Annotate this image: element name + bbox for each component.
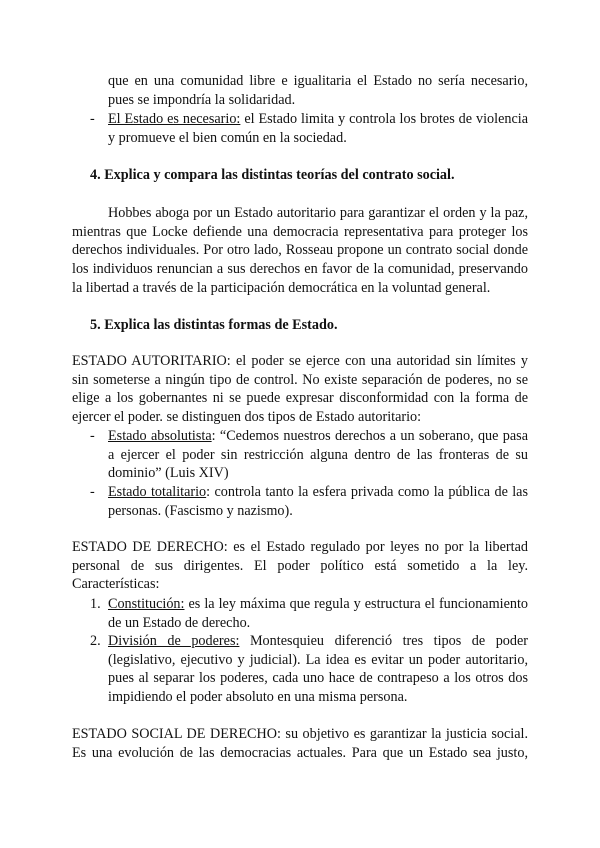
estado-autoritario-paragraph [72, 352, 528, 427]
list-item-line2: y promueve el bien común en la sociedad. [108, 129, 347, 146]
list-item-continuation-line2: pues se impondría la solidaridad. [108, 91, 296, 108]
section-5-heading: 5. Explica las distintas formas de Estado. [90, 317, 338, 333]
section-4-paragraph: Hobbes aboga por un Estado autoritario para garantizar el orden y la paz, mientras que Locke defiende una democracia representativa para proteger los derechos individuales. Por otro lado, Rosseau propone un contrato social donde los individuos renuncian a sus derechos en favor de la comunidad, preservando la libertad a través de la participación democrática en la voluntad general. [72, 205, 528, 296]
list-item-estado-totalitario [90, 483, 528, 520]
list-item-text: : “Cedemos nuestros derechos a un soberano, que pasa a ejercer el poder sin restricción alguna dentro de las fronteras de su dominio” (Luis XIV) [108, 428, 528, 482]
list-item-label: Estado absolutista [108, 428, 212, 444]
list-item-text: el Estado limita y controla los brotes de violencia [240, 111, 528, 127]
list-marker: - [90, 484, 95, 500]
list-item-label: División de poderes: [108, 633, 240, 649]
estado-derecho-term: ESTADO DE DERECHO: [72, 539, 228, 555]
list-marker: - [90, 111, 95, 127]
list-item-text: Montesquieu diferenció tres tipos de poder (legislativo, ejecutivo y judicial). La idea es evitar un poder autoritario, pues al separar los poderes, cada uno hace de contrapeso a los otros dos impidiendo el poder absoluto en una misma persona. [108, 633, 528, 706]
list-item-continuation [108, 72, 528, 109]
estado-social-text: su objetivo es garantizar la justicia social. Es una evolución de las democracias actuales. Para que un Estado sea justo, [72, 726, 528, 761]
list-item-text: es la ley máxima que regula y estructura el funcionamiento de un Estado de derecho. [108, 596, 528, 631]
list-item-line1 [108, 110, 528, 129]
list-marker: - [90, 428, 95, 444]
list-item-text: : controla tanto la esfera privada como la pública de las personas. (Fascismo y nazismo). [108, 484, 528, 519]
list-item-label: El Estado es necesario: [108, 111, 241, 127]
estado-social-derecho-paragraph [72, 725, 528, 781]
list-item-division-poderes [90, 632, 528, 707]
list-item-label: Estado totalitario [108, 484, 207, 500]
list-item-label: Constitución: [108, 596, 185, 612]
estado-derecho-paragraph [72, 538, 528, 594]
estado-derecho-text: es el Estado regulado por leyes no por la libertad personal de sus dirigentes. El poder político está sometido a la ley. Características: [72, 539, 528, 593]
list-item-estado-absolutista [90, 427, 528, 483]
estado-social-term: ESTADO SOCIAL DE DERECHO: [72, 726, 281, 742]
list-item-continuation-line1: que en una comunidad libre e igualitaria el Estado no sería necesario, [108, 73, 528, 89]
list-item-estado-necesario [90, 110, 528, 147]
estado-autoritario-text: el poder se ejerce con una autoridad sin límites y sin someterse a ningún tipo de control. No existe separación de poderes, no se elige a los gobernantes ni se puede expresar disconformidad con la forma de ejercer el poder. se distinguen dos tipos de Estado autoritario: [72, 353, 528, 426]
list-marker: 2. [90, 633, 101, 649]
section-4-heading: 4. Explica y compara las distintas teorías del contrato social. [90, 167, 455, 183]
estado-autoritario-term: ESTADO AUTORITARIO: [72, 353, 231, 369]
list-item-constitucion [90, 595, 528, 632]
list-marker: 1. [90, 596, 101, 612]
